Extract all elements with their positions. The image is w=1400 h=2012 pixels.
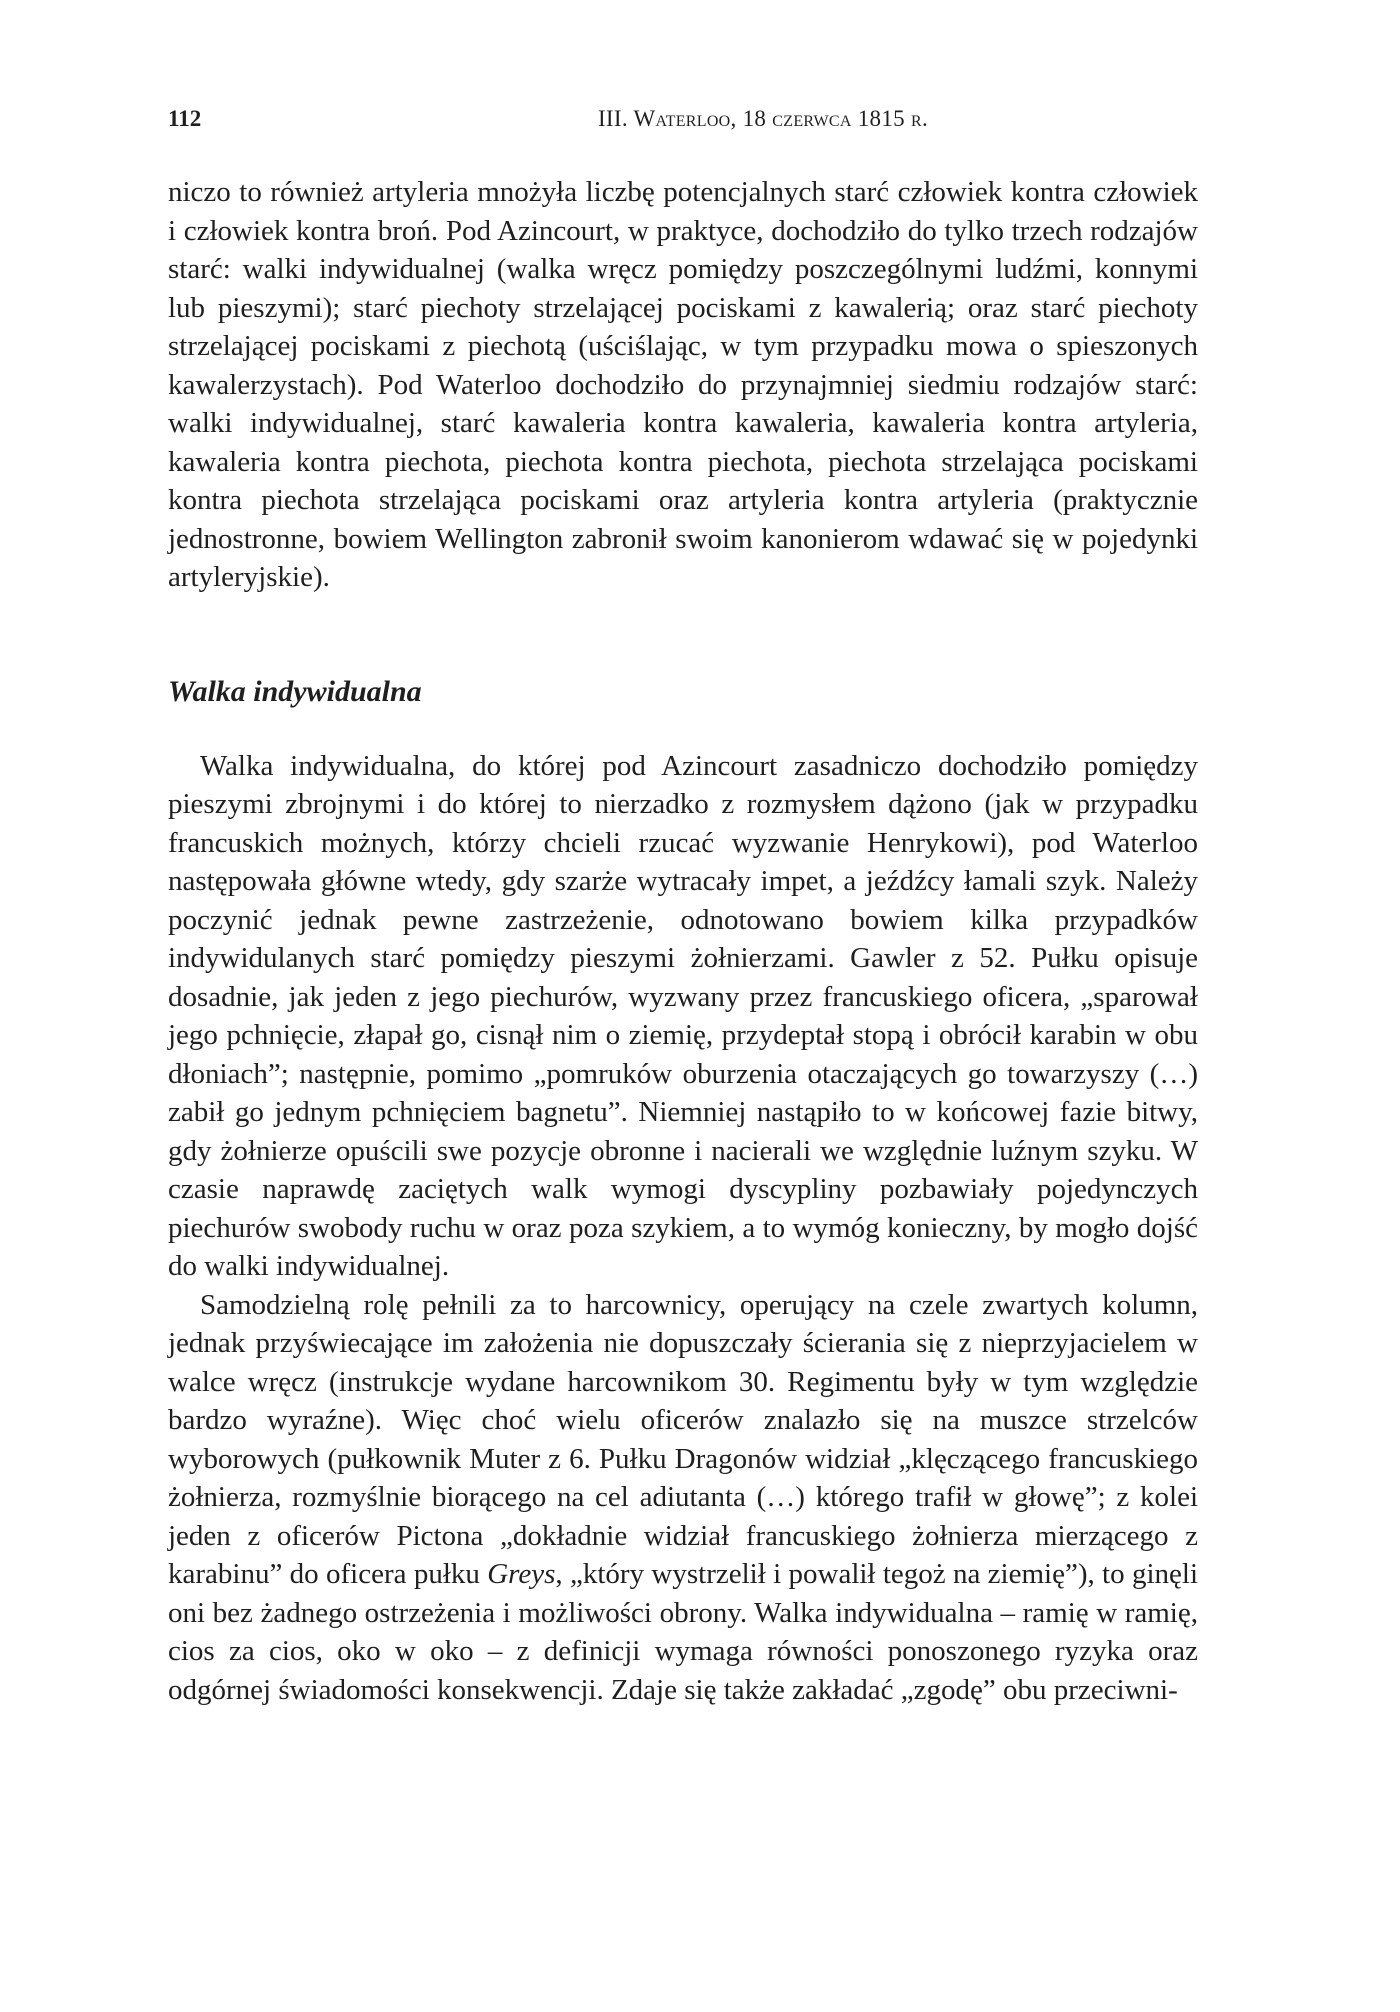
running-header bbox=[168, 102, 1198, 136]
body-text bbox=[168, 173, 1198, 1709]
paragraph-skirmishers bbox=[168, 1286, 1198, 1710]
paragraph-individual-combat: Walka indywidualna, do której pod Azincourt zasadniczo dochodziło pomiędzy pieszymi zbrojnymi i do której to nierzadko z rozmysłem dążono (jak w przypadku francuskich możnych, którzy chcieli rzucać wyzwanie Henrykowi), pod Waterloo następowała główne wtedy, gdy szarże wytracały impet, a jeźdźcy łamali szyk. Należy poczynić jednak pewne zastrzeżenie, odnotowano bowiem kilka przypadków indywidulanych starć pomiędzy pieszymi żołnierzami. Gawler z 52. Pułku opisuje dosadnie, jak jeden z jego piechurów, wyzwany przez francuskiego oficera, „sparował jego pchnięcie, złapał go, cisnął nim o ziemię, przydeptał stopą i obrócił karabin w obu dłoniach”; następnie, pomimo „pomruków oburzenia otaczających go towarzyszy (…) zabił go jednym pchnięciem bagnetu”. Niemniej nastąpiło to w końcowej fazie bitwy, gdy żołnierze opuścili swe pozycje obronne i nacierali we względnie luźnym szyku. W czasie naprawdę zaciętych walk wymogi dyscypliny pozbawiały pojedynczych piechurów swobody ruchu w oraz poza szykiem, a to wymóg konieczny, by mogło dojść do walki indywidualnej. bbox=[168, 749, 1198, 1282]
paragraph-text-part: , „który wystrzelił i powalił tegoż na ziemię”), to ginęli oni bez żadnego ostrzeżenia i możliwości obrony. Walka indywidualna – ramię w ramię, cios za cios, oko w oko – z definicji wymaga równości ponoszonego ryzyka oraz odgórnej świadomości konsekwencji. Zdaje się także zakładać „zgodę” obu przeciwni- bbox=[168, 1558, 1198, 1706]
paragraph-continuation: niczo to również artyleria mnożyła liczbę potencjalnych starć człowiek kontra człowiek i człowiek kontra broń. Pod Azincourt, w praktyce, dochodziło do tylko trzech rodzajów starć: walki indywidualnej (walka wręcz pomiędzy poszczególnymi ludźmi, konnymi lub pieszymi); starć piechoty strzelającej pociskami z kawalerią; oraz starć piechoty strzelającej pociskami z piechotą (uściślając, w tym przypadku mowa o spieszonych kawalerzystach). Pod Waterloo dochodziło do przynajmniej siedmiu rodzajów starć: walki indywidualnej, starć kawaleria kontra kawaleria, kawaleria kontra artyleria, kawaleria kontra piechota, piechota kontra piechota, piechota strzelająca pociskami kontra piechota strzelająca pociskami oraz artyleria kontra artyleria (praktycznie jednostronne, bowiem Wellington zabronił swoim kanonierom wdawać się w pojedynki artyleryjskie). bbox=[168, 176, 1198, 593]
regiment-name-italic: Greys bbox=[487, 1558, 556, 1590]
page-number: 112 bbox=[168, 106, 202, 131]
section-heading: Walka indywidualna bbox=[168, 674, 422, 708]
paragraph-text-part: Samodzielną rolę pełnili za to harcownicy, operujący na czele zwartych kolumn, jednak przyświecające im założenia nie dopuszczały ścierania się z nieprzyjacielem w walce wręcz (instrukcje wydane harcownikom 30. Regimentu były w tym względzie bardzo wyraźne). Więc choć wielu oficerów znalazło się na muszce strzelców wyborowych (pułkownik Muter z 6. Pułku Dragonów widział „klęczącego francuskiego żołnierza, rozmyślnie biorącego na cel adiutanta (…) którego trafił w głowę”; z kolei jeden z oficerów Pictona „dokładnie widział francuskiego żołnierza mierzącego z karabinu” do oficera pułku bbox=[168, 1288, 1198, 1590]
running-title: III. Waterloo, 18 czerwca 1815 r. bbox=[597, 106, 929, 131]
